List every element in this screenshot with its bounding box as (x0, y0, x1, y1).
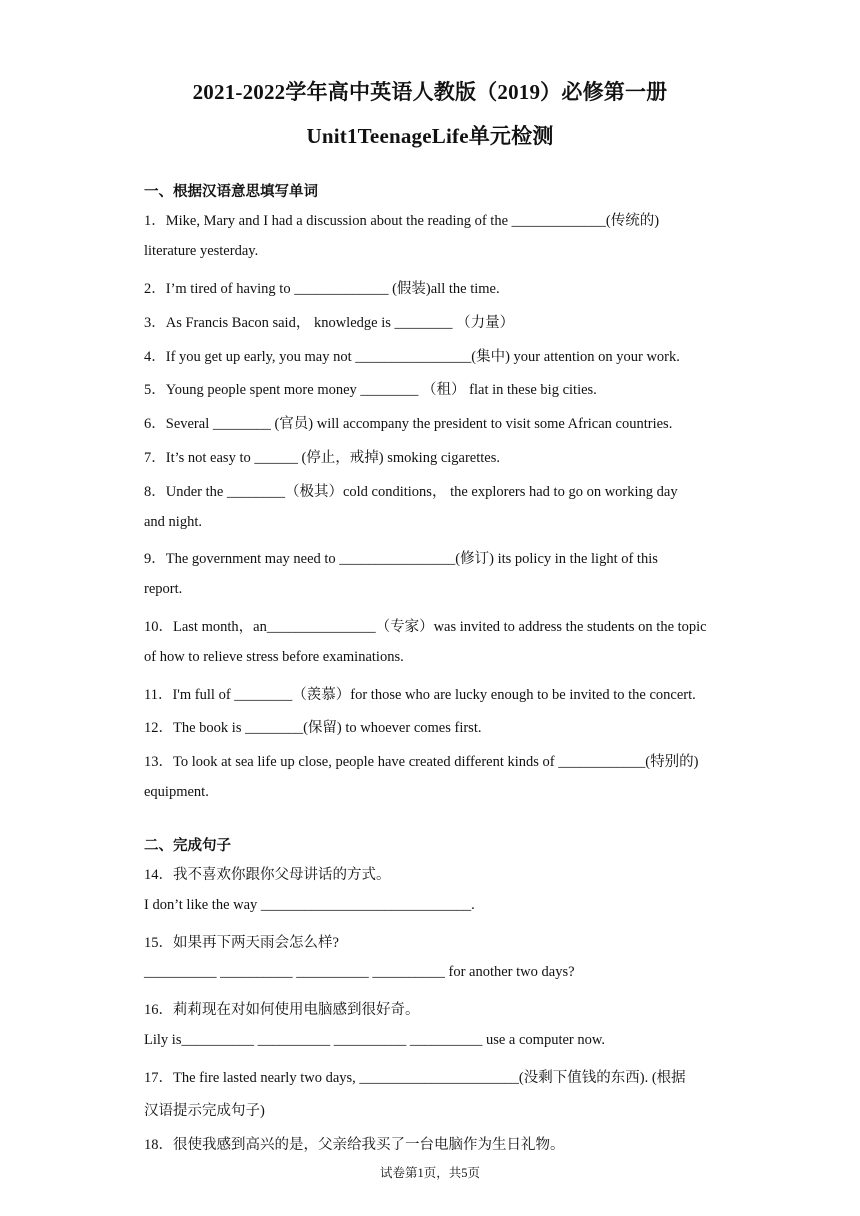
question-line: 4．If you get up early, you may not ________________(集中) your attention on your work. (144, 349, 680, 365)
question-line: 汉语提示完成句子) (144, 1103, 265, 1119)
question-line: Lily is__________ __________ __________ __________ use a computer now. (144, 1032, 606, 1048)
question-line: 14．我不喜欢你跟你父母讲话的方式。 (144, 867, 391, 883)
question-line: 10．Last month，an_______________（专家）was invited to address the students on the topic (144, 619, 707, 635)
question-line: report. (144, 581, 183, 597)
question-line: 7．It’s not easy to ______ (停止，戒掉) smoking cigarettes. (144, 450, 501, 466)
question-line: of how to relieve stress before examinations. (144, 649, 404, 665)
question-line: 2．I’m tired of having to _____________ (假装)all the time. (144, 281, 500, 297)
question-line: I don’t like the way _____________________________. (144, 897, 475, 913)
question-line: 5．Young people spent more money ________ （租） flat in these big cities. (144, 382, 597, 398)
question-line: 8．Under the ________（极其）cold conditions， the explorers had to go on working day (144, 484, 678, 500)
question-line: equipment. (144, 784, 209, 800)
question-line: 18．很使我感到高兴的是，父亲给我买了一台电脑作为生日礼物。 (144, 1137, 565, 1153)
question-line: 6．Several ________ (官员) will accompany the president to visit some African countries. (144, 416, 673, 432)
question-line: __________ __________ __________ __________ for another two days? (144, 964, 575, 980)
exam-subtitle: Unit1TeenageLife单元检测 (306, 124, 554, 148)
question-line: 9．The government may need to ________________(修订) its policy in the light of this (144, 551, 658, 567)
exam-title: 2021-2022学年高中英语人教版（2019）必修第一册 (192, 80, 668, 104)
question-line: 3．As Francis Bacon said， knowledge is ________ （力量） (144, 315, 515, 331)
question-line: 11．I'm full of ________（羡慕）for those who are lucky enough to be invited to the concert. (144, 687, 696, 703)
question-line: 16．莉莉现在对如何使用电脑感到很好奇。 (144, 1002, 420, 1018)
question-line: 1．Mike, Mary and I had a discussion about the reading of the _____________(传统的) (144, 213, 660, 229)
question-line: 15．如果再下两天雨会怎么样? (144, 935, 339, 951)
page-footer: 试卷第1页，共5页 (379, 1166, 480, 1180)
section-heading-sentences: 二、完成句子 (144, 838, 231, 854)
question-line: 17．The fire lasted nearly two days, ______________________(没剩下值钱的东西). (根据 (144, 1070, 686, 1086)
question-line: literature yesterday. (144, 243, 259, 259)
question-line: 12．The book is ________(保留) to whoever comes first. (144, 720, 482, 736)
section-heading-vocabulary: 一、根据汉语意思填写单词 (144, 184, 318, 200)
question-line: and night. (144, 514, 202, 530)
question-line: 13．To look at sea life up close, people have created different kinds of ____________(特别的) (144, 754, 699, 770)
